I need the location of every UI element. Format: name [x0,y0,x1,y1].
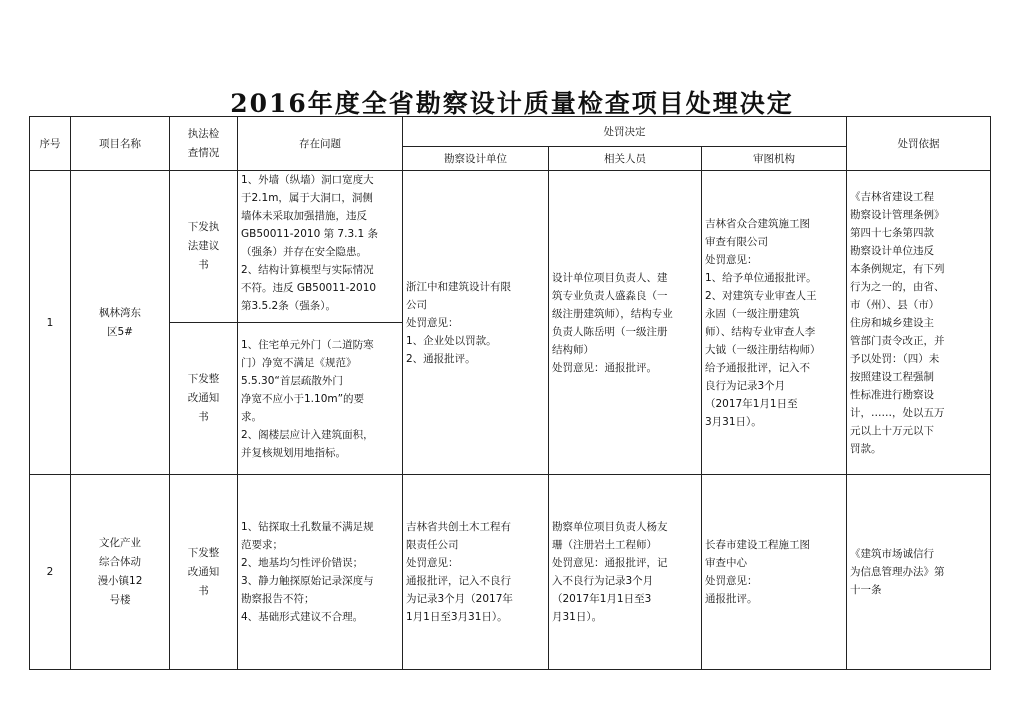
decision-table [29,116,991,670]
row1-basis: 《吉林省建设工程 勘察设计管理条例》 第四十七条第四款 勘察设计单位违反 本条例规定，有下列 行为之一的，由省、 市（州）、县（市） 住房和城乡建设主 管部门责令改正，并 予以处罚：（四）未 按照建设工程强制 性标准进行勘察设 计，……，处以五万 元以上十万元以下 罚款。 [847,171,991,475]
header-problems: 存在问题 [238,117,403,171]
header-basis: 处罚依据 [847,117,991,171]
table-row [30,171,991,323]
row1-project: 枫林湾东 区5# [71,171,170,475]
row1b-problems: 1、住宅单元外门（二道防寒 门）净宽不满足《规范》 5.5.30“首层疏散外门 净宽不应小于1.10m”的要 求。 2、阁楼层应计入建筑面积， 并复核规划用地指标。 [238,323,403,475]
header-row [30,117,991,147]
header-survey-unit: 勘察设计单位 [403,147,549,171]
header-project: 项目名称 [71,117,170,171]
row2-related: 勘察单位项目负责人杨友 珊（注册岩土工程师） 处罚意见：通报批评，记 入不良行为记录3个月 （2017年1月1日至3 月31日）。 [549,475,702,670]
header-related: 相关人员 [549,147,702,171]
row1-seq: 1 [30,171,71,475]
header-seq: 序号 [30,117,71,171]
row2-problems: 1、钻探取土孔数量不满足规 范要求； 2、地基均匀性评价错误； 3、静力触探原始记录深度与 勘察报告不符； 4、基础形式建议不合理。 [238,475,403,670]
row1-survey-unit: 浙江中和建筑设计有限 公司 处罚意见： 1、企业处以罚款。 2、通报批评。 [403,171,549,475]
table-row [30,475,991,670]
row1a-enforcement: 下发执 法建议 书 [170,171,238,323]
row2-project: 文化产业 综合体动 漫小镇12 号楼 [71,475,170,670]
row2-seq: 2 [30,475,71,670]
row2-survey-unit: 吉林省共创土木工程有 限责任公司 处罚意见： 通报批评，记入不良行 为记录3个月（2017年 1月1日至3月31日）。 [403,475,549,670]
row1a-problems: 1、外墙（纵墙）洞口宽度大 于2.1m，属于大洞口，洞侧 墙体未采取加强措施，违反 GB50011-2010 第 7.3.1 条 （强条）并存在安全隐患。 2、结构计算模型与实际情况 不符。违反 GB50011-2010 第3.5.2条（强条）。 [238,171,403,323]
header-enforcement: 执法检 查情况 [170,117,238,171]
row1-related: 设计单位项目负责人、建 筑专业负责人盛淼良（一 级注册建筑师），结构专业 负责人陈岳明（一级注册 结构师） 处罚意见：通报批评。 [549,171,702,475]
row2-basis: 《建筑市场诚信行 为信息管理办法》第 十一条 [847,475,991,670]
header-review: 审图机构 [702,147,847,171]
row2-review: 长春市建设工程施工图 审查中心 处罚意见： 通报批评。 [702,475,847,670]
row1b-enforcement: 下发整 改通知 书 [170,323,238,475]
header-penalty: 处罚决定 [403,117,847,147]
page-title: 2016年度全省勘察设计质量检查项目处理决定 [230,89,794,118]
row2-enforcement: 下发整 改通知 书 [170,475,238,670]
row1-review: 吉林省众合建筑施工图 审查有限公司 处罚意见： 1、给予单位通报批评。 2、对建筑专业审查人王 永固（一级注册建筑 师）、结构专业审查人李 大钺（一级注册结构师） 给予通报批评，记入不 良行为记录3个月 （2017年1月1日至 3月31日）。 [702,171,847,475]
